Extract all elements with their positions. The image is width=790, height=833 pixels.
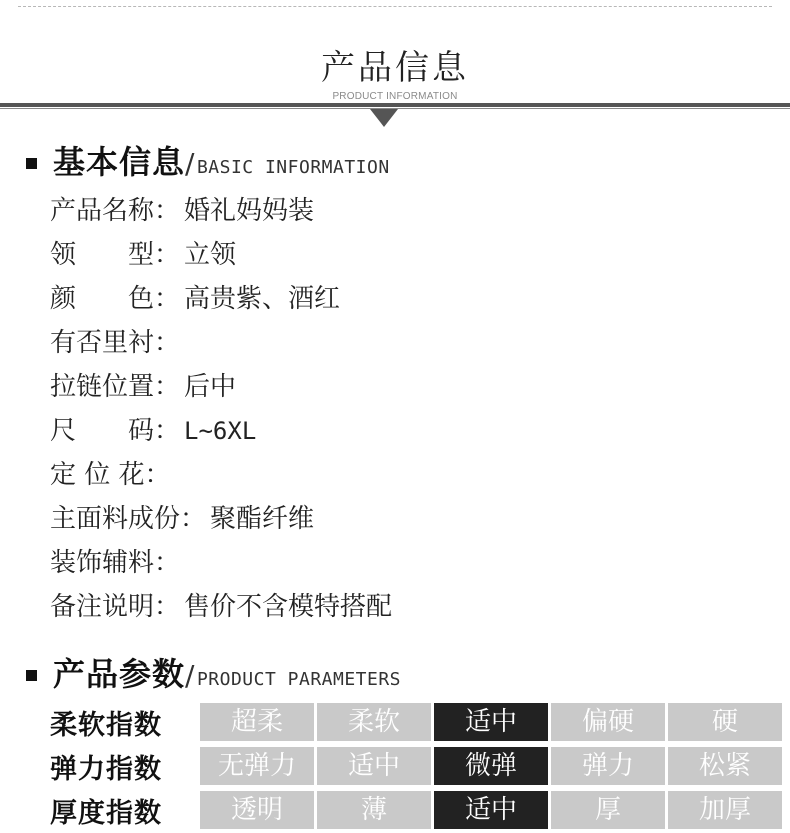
header-rule [0,103,790,107]
param-row-softness [50,700,785,744]
basic-info-heading-en: BASIC INFORMATION [196,156,390,178]
info-key: 定 位 花 [50,460,145,490]
param-row-thickness [50,788,785,832]
info-key: 装饰辅料 [50,548,155,578]
heading-slash: / [185,658,195,692]
info-value: 婚礼妈妈装 [184,196,315,226]
down-arrow-icon [370,109,398,127]
param-cell: 无弹力 [200,747,314,785]
info-row-trims: 装饰辅料： [50,541,392,585]
param-label: 厚度指数 [50,797,162,829]
info-value: 立领 [184,240,237,270]
square-bullet-icon [26,670,37,681]
params-heading [26,650,401,694]
heading-slash: / [185,146,195,180]
param-scale [200,747,785,785]
top-dashed-divider [18,6,772,7]
param-scale [200,703,785,741]
info-value: 售价不含模特搭配 [184,592,393,622]
info-key: 拉链位置 [50,372,155,402]
param-label: 弹力指数 [50,753,162,785]
params-table [50,700,785,832]
basic-info-heading-en-wrap [185,147,390,180]
info-row-lining: 有否里衬： [50,321,392,365]
param-cell-selected: 微弹 [434,747,548,785]
info-key: 有否里衬 [50,328,155,358]
param-cell-selected: 适中 [434,791,548,829]
param-row-elasticity [50,744,785,788]
info-row-placement-print: 定 位 花： [50,453,392,497]
basic-info-list [50,189,392,629]
info-value: 高贵紫、酒红 [184,284,341,314]
info-key: 颜 色 [50,284,155,314]
section-subtitle: PRODUCT INFORMATION [332,91,458,102]
info-value: 聚酯纤维 [210,504,315,534]
info-key: 尺 码 [50,416,155,446]
param-cell: 柔软 [317,703,431,741]
basic-info-heading [26,138,390,182]
params-heading-en-wrap [185,659,401,692]
param-cell: 厚 [551,791,665,829]
info-row-size: 尺 码： L~6XL [50,409,392,453]
info-row-notes: 备注说明： 售价不含模特搭配 [50,585,392,629]
square-bullet-icon [26,158,37,169]
params-heading-zh: 产品参数 [53,655,186,693]
param-cell: 松紧 [668,747,782,785]
info-row-color: 颜 色： 高贵紫、酒红 [50,277,392,321]
param-cell: 适中 [317,747,431,785]
param-cell: 透明 [200,791,314,829]
info-key: 备注说明 [50,592,155,622]
info-row-product-name: 产品名称： 婚礼妈妈装 [50,189,392,233]
param-cell: 超柔 [200,703,314,741]
param-cell: 弹力 [551,747,665,785]
param-scale [200,791,785,829]
param-cell: 加厚 [668,791,782,829]
param-cell: 薄 [317,791,431,829]
basic-info-heading-zh: 基本信息 [53,143,186,181]
info-key: 领 型 [50,240,155,270]
info-row-zipper: 拉链位置： 后中 [50,365,392,409]
info-value: L~6XL [184,417,257,445]
info-key: 主面料成份 [50,504,181,534]
param-label: 柔软指数 [50,709,162,741]
param-cell: 偏硬 [551,703,665,741]
info-row-collar: 领 型： 立领 [50,233,392,277]
params-heading-en: PRODUCT PARAMETERS [196,668,402,690]
param-cell: 硬 [668,703,782,741]
info-key: 产品名称 [50,196,155,226]
info-row-fabric: 主面料成份： 聚酯纤维 [50,497,392,541]
section-title: 产品信息 [321,48,469,88]
param-cell-selected: 适中 [434,703,548,741]
info-value: 后中 [184,372,237,402]
